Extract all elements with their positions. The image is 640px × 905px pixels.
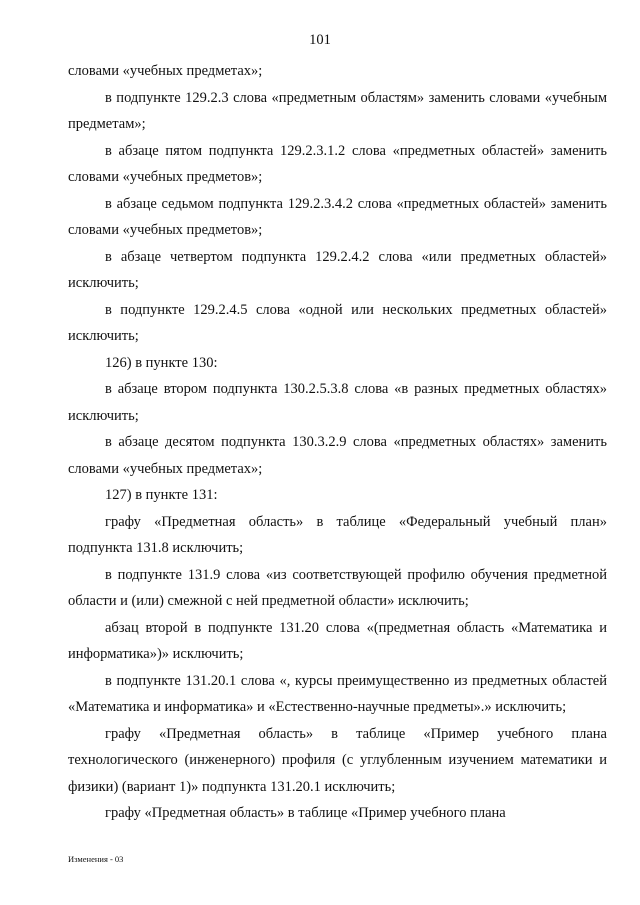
paragraph: графу «Предметная область» в таблице «Федеральный учебный план» подпункта 131.8 исключить;: [68, 513, 607, 556]
paragraph: в подпункте 129.2.4.5 слова «одной или нескольких предметных областей» исключить;: [68, 301, 607, 344]
paragraph: в абзаце пятом подпункта 129.2.3.1.2 слова «предметных областей» заменить словами «учебных предметов»;: [68, 142, 607, 185]
paragraph: абзац второй в подпункте 131.20 слова «(предметная область «Математика и информатика»)» исключить;: [68, 619, 607, 662]
paragraph: в подпункте 131.9 слова «из соответствующей профилю обучения предметной области и (или) смежной с ней предметной области» исключить;: [68, 566, 607, 609]
page-number: 101: [309, 32, 331, 48]
paragraph: 127) в пункте 131:: [105, 487, 218, 503]
footer-label: Изменения - 03: [68, 854, 124, 864]
paragraph: словами «учебных предметах»;: [68, 63, 263, 79]
paragraph: в абзаце десятом подпункта 130.3.2.9 слова «предметных областях» заменить словами «учебных предметах»;: [68, 434, 607, 477]
paragraph: в подпункте 131.20.1 слова «, курсы преимущественно из предметных областей «Математика и информатика» и «Естественно-научные предметы».» исключить;: [68, 672, 607, 715]
paragraph: графу «Предметная область» в таблице «Пример учебного плана: [105, 805, 506, 821]
paragraph: графу «Предметная область» в таблице «Пример учебного плана технологического (инженерного) профиля (с углубленным изучением математики и физики) (вариант 1)» подпункта 131.20.1 исключить;: [68, 725, 607, 795]
paragraph: в подпункте 129.2.3 слова «предметным областям» заменить словами «учебным предметам»;: [68, 89, 607, 132]
document-body: [68, 58, 607, 827]
paragraph: в абзаце втором подпункта 130.2.5.3.8 слова «в разных предметных областях» исключить;: [68, 381, 607, 424]
paragraph: в абзаце четвертом подпункта 129.2.4.2 слова «или предметных областей» исключить;: [68, 248, 607, 291]
paragraph: 126) в пункте 130:: [105, 354, 218, 371]
paragraph: в абзаце седьмом подпункта 129.2.3.4.2 слова «предметных областей» заменить словами «учебных предметов»;: [68, 195, 607, 238]
